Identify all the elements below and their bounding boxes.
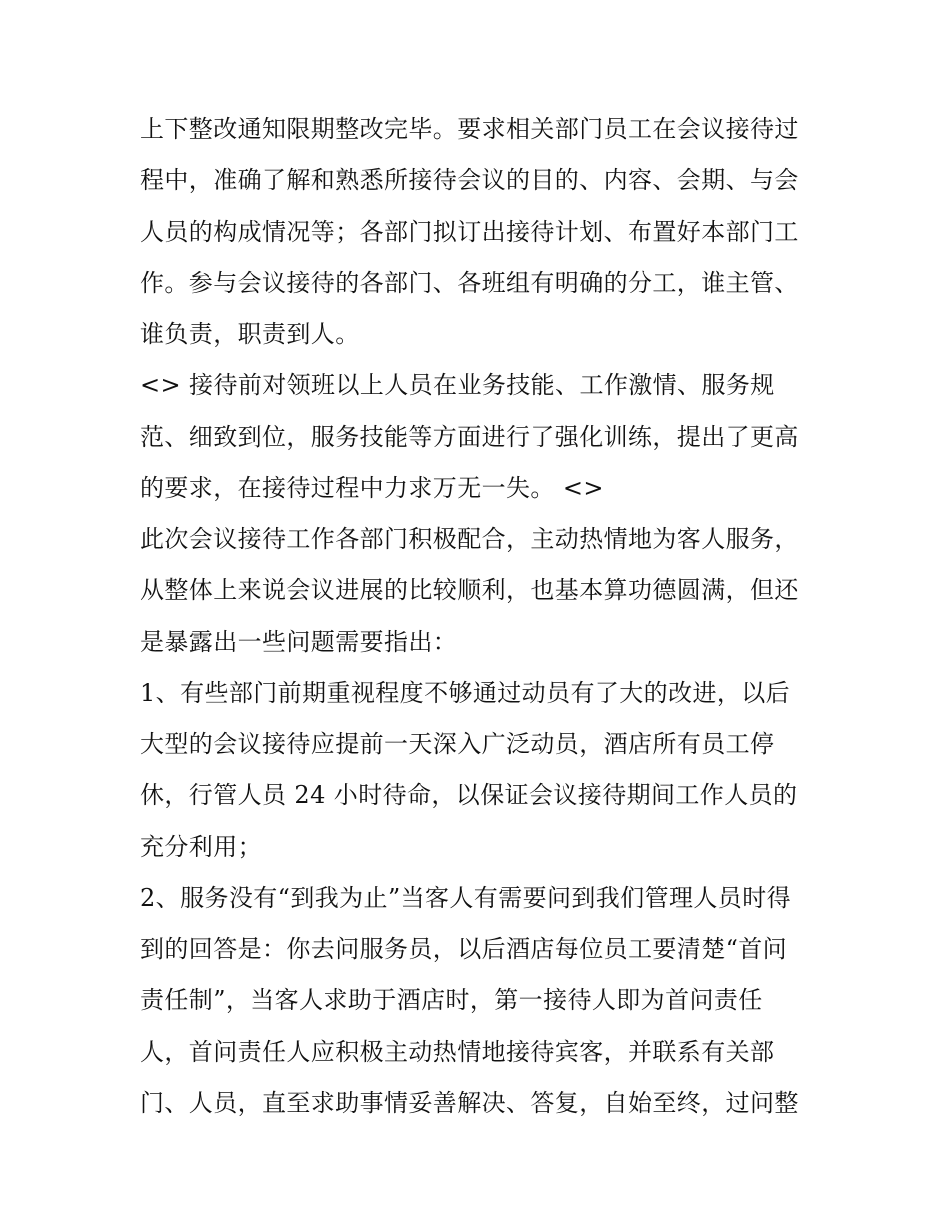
- text-line: 作。参与会议接待的各部门、各班组有明确的分工，谁主管、: [140, 268, 799, 297]
- text-line: 人员的构成情况等；各部门拟订出接待计划、布置好本部门工: [140, 217, 799, 246]
- text-line: 休，行管人员 24 小时待命，以保证会议接待期间工作人员的: [140, 781, 798, 810]
- text-line: 2、服务没有“到我为止”当客人有需要问到我们管理人员时得: [140, 883, 792, 912]
- text-line: 充分利用；: [140, 832, 262, 861]
- text-line: 谁负责，职责到人。: [140, 320, 360, 348]
- text-line: 到的回答是：你去问服务员，以后酒店每位员工要清楚“首问: [140, 935, 788, 963]
- text-line: 程中，准确了解和熟悉所接待会议的目的、内容、会期、与会: [140, 166, 799, 195]
- text-line: 此次会议接待工作各部门积极配合，主动热情地为客人服务，: [140, 525, 799, 553]
- text-line: 大型的会议接待应提前一天深入广泛动员，酒店所有员工停: [140, 730, 775, 758]
- text-line: <> 接待前对领班以上人员在业务技能、工作激情、服务规: [140, 371, 775, 400]
- text-line: 责任制”，当客人求助于酒店时，第一接待人即为首问责任: [140, 986, 763, 1015]
- text-line: 1、有些部门前期重视程度不够通过动员有了大的改进，以后: [140, 678, 791, 707]
- text-line: 是暴露出一些问题需要指出：: [140, 627, 458, 656]
- text-line: 的要求，在接待过程中力求万无一失。 <>: [140, 473, 604, 502]
- text-line: 范、细致到位，服务技能等方面进行了强化训练，提出了更高: [140, 422, 799, 451]
- body-text: [140, 104, 820, 1129]
- text-line: 从整体上来说会议进展的比较顺利，也基本算功德圆满，但还: [140, 576, 799, 605]
- text-line: 上下整改通知限期整改完毕。要求相关部门员工在会议接待过: [140, 115, 799, 143]
- text-line: 门、人员，直至求助事情妥善解决、答复，自始至终，过问整: [140, 1088, 799, 1117]
- text-line: 人，首问责任人应积极主动热情地接待宾客，并联系有关部: [140, 1037, 775, 1066]
